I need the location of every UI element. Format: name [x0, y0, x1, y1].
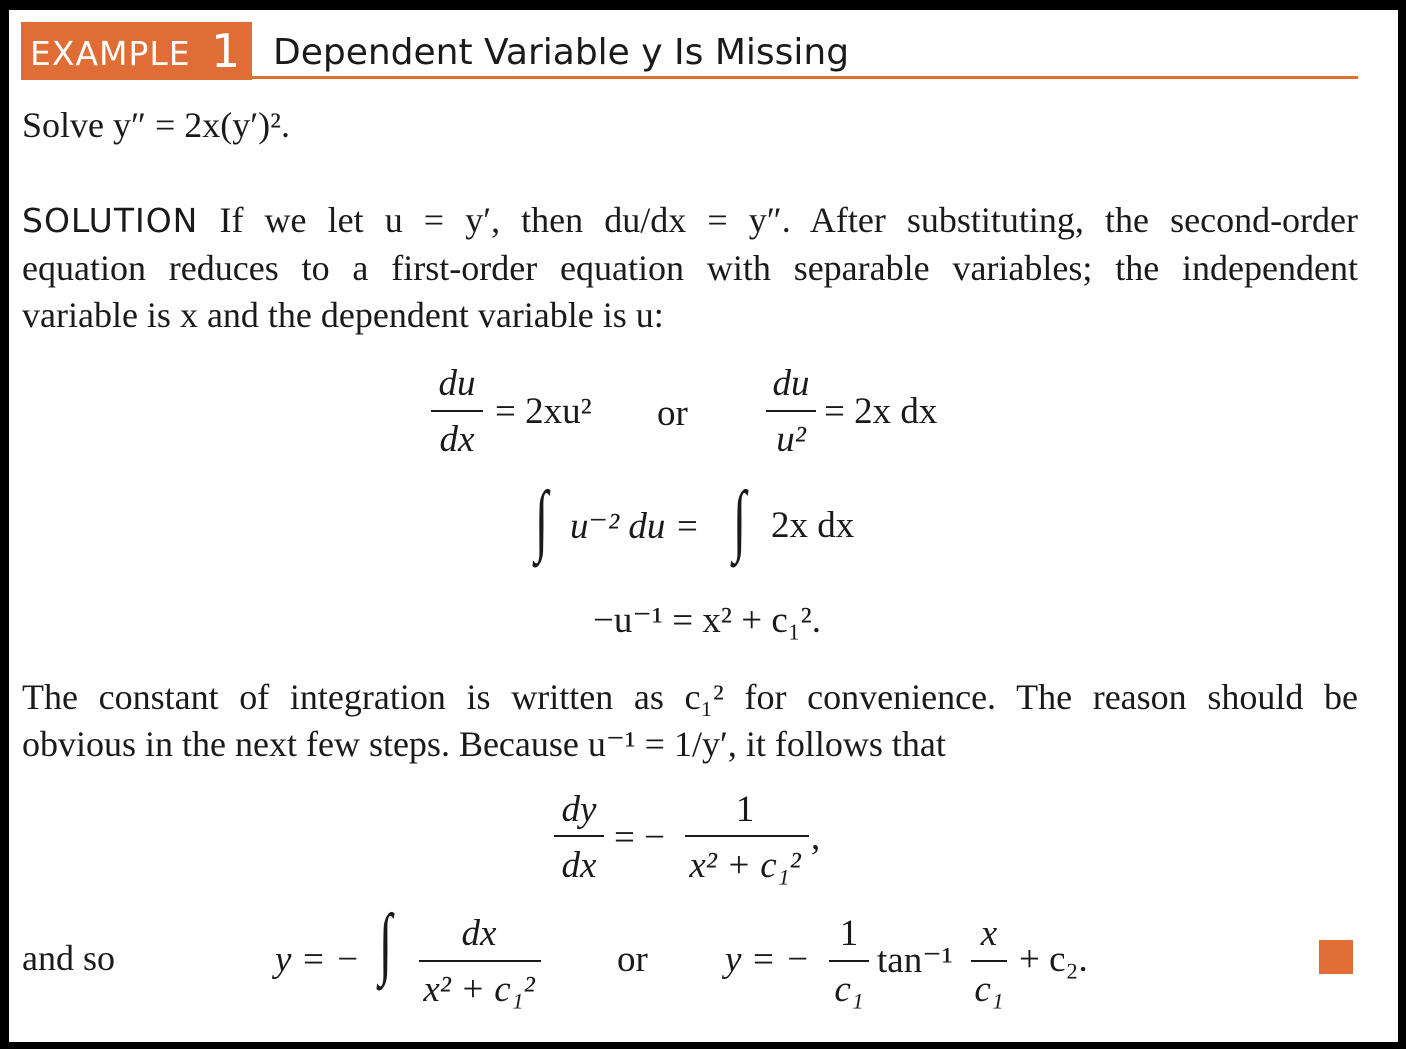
- eq1-left-numerator: du: [438, 363, 476, 404]
- eq4-comma: ,: [811, 817, 821, 858]
- problem-statement: Solve y″ = 2x(y′)².: [22, 105, 290, 145]
- example-number: 1: [211, 24, 241, 78]
- eq2-left: u⁻² du =: [570, 506, 700, 547]
- eq1-left-rhs: = 2xu²: [495, 391, 592, 432]
- integral-sign-2: ∫: [733, 476, 747, 564]
- final-fraction-bar-2: [829, 960, 869, 962]
- eq1-or: or: [657, 393, 688, 434]
- final-num2: 1: [839, 913, 859, 954]
- eq2-right: 2x dx: [771, 505, 855, 546]
- solution-line-1: [22, 197, 1358, 244]
- eq4-equals: = −: [614, 817, 665, 858]
- eq4-rhs-denominator: x² + c₁²: [689, 845, 801, 886]
- eq1-right-rhs: = 2x dx: [824, 391, 938, 432]
- example-badge: [21, 22, 252, 80]
- final-y1: y = −: [275, 939, 360, 980]
- final-num1: dx: [461, 913, 497, 954]
- header-rule: [252, 76, 1358, 79]
- and-so-text: and so: [22, 938, 115, 978]
- solution-line-3: variable is x and the dependent variable is u:: [22, 295, 664, 335]
- eq1-right-denominator: u²: [776, 419, 806, 460]
- integral-sign-3: ∫: [379, 899, 393, 987]
- textbook-page: [9, 10, 1398, 1042]
- final-tan-inverse: tan⁻¹: [877, 940, 953, 981]
- solution-line-2: equation reduces to a first-order equation with separable variables; the independent: [22, 248, 1358, 288]
- example-title: Dependent Variable y Is Missing: [273, 32, 850, 73]
- final-y2: y = −: [725, 939, 810, 980]
- eq4-lhs-numerator: dy: [561, 789, 597, 830]
- final-den3: c₁: [974, 969, 1004, 1010]
- eq1-right-numerator: du: [772, 363, 810, 404]
- eq3: −u⁻¹ = x² + c₁².: [593, 600, 821, 641]
- paragraph2-line-1: The constant of integration is written as c₁² for convenience. The reason should be: [22, 677, 1358, 717]
- eq4-rhs-fraction-bar: [685, 835, 809, 837]
- eq4-lhs-denominator: dx: [561, 845, 597, 886]
- final-den1: x² + c₁²: [423, 969, 535, 1010]
- final-fraction-bar-1: [419, 960, 541, 962]
- paragraph2-line-2: obvious in the next few steps. Because u⁻¹ = 1/y′, it follows that: [22, 724, 946, 764]
- final-num3: x: [980, 913, 998, 954]
- end-of-example-square: [1319, 940, 1353, 974]
- final-or: or: [617, 939, 648, 980]
- eq1-left-denominator: dx: [439, 419, 475, 460]
- eq1-right-fraction-bar: [766, 410, 816, 412]
- final-tail: + c₂.: [1019, 939, 1088, 980]
- example-label: EXAMPLE: [30, 34, 191, 73]
- final-den2: c₁: [834, 969, 864, 1010]
- eq1-left-fraction-bar: [431, 410, 483, 412]
- final-fraction-bar-3: [971, 960, 1007, 962]
- eq4-rhs-numerator: 1: [735, 789, 755, 830]
- eq4-lhs-fraction-bar: [554, 835, 604, 837]
- solution-label: SOLUTION: [22, 201, 199, 240]
- solution-text-1: If we let u = y′, then du/dx = y″. After substituting, the second-order: [219, 200, 1359, 240]
- integral-sign-1: ∫: [535, 476, 549, 564]
